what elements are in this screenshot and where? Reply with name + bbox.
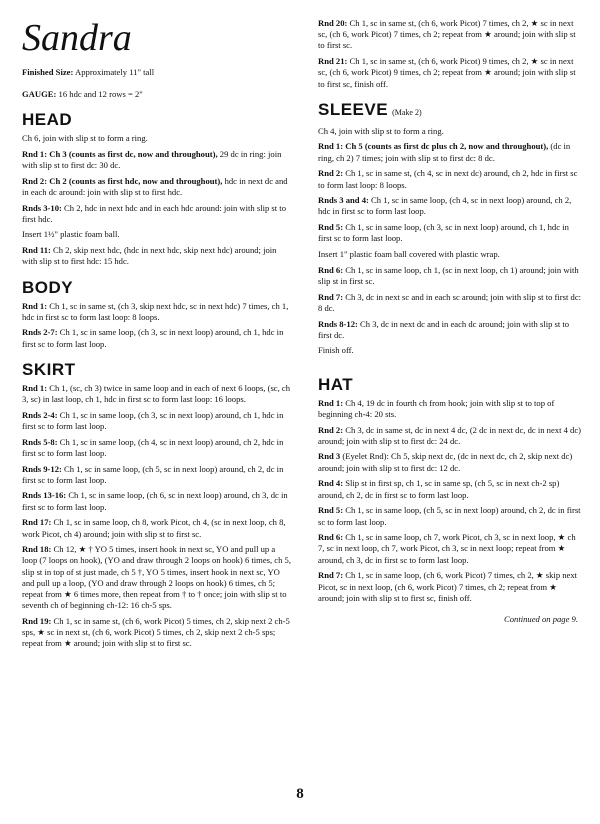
row-label: Rnd 17: — [22, 517, 52, 528]
row-label: Rnds 3-10: — [22, 202, 62, 213]
row-text: Insert 1½" plastic foam ball. — [22, 229, 120, 240]
instruction-row — [318, 478, 584, 500]
pattern-title: Sandra — [22, 17, 132, 59]
instruction-row — [22, 149, 292, 171]
instruction-row — [318, 249, 584, 260]
finished-size-value: Approximately 11" tall — [75, 67, 155, 77]
instruction-row — [22, 229, 292, 240]
row-label: Rnd 1: — [318, 141, 344, 152]
row-label: Rnds 5-8: — [22, 436, 58, 447]
row-text: (Eyelet Rnd): Ch 5, skip next dc, (dc in next dc, ch 2, skip next dc) around; join with slip st to first dc: 12 dc. — [318, 451, 573, 473]
finished-size — [22, 66, 292, 78]
row-emphasis: Ch 5 (counts as first dc plus ch 2, now and throughout), — [345, 141, 549, 152]
gauge-label: GAUGE: — [22, 89, 57, 99]
row-text: Ch 1, sc in same loop, (ch 3, sc in next loop) around, ch 1, hdc in first sc to form last loop. — [318, 222, 569, 244]
row-text: Slip st in first sp, ch 1, sc in same sp, (ch 5, sc in next ch-2 sp) around, ch 2, dc in first sc to form last loop. — [318, 478, 560, 500]
row-label: Rnd 3 — [318, 451, 341, 462]
instruction-row — [22, 327, 292, 349]
row-text: Ch 1, sc in same loop, (ch 3, sc in next loop) around, ch 1, hdc in first sc to form last loop. — [22, 409, 284, 431]
instruction-row — [318, 168, 584, 190]
sleeve-heading — [318, 100, 584, 123]
body-rows — [22, 301, 292, 350]
instruction-row — [22, 437, 292, 459]
row-label: Rnd 5: — [318, 222, 344, 233]
skirt-heading: SKIRT — [22, 359, 76, 379]
row-label: Rnd 11: — [22, 245, 51, 256]
row-label: Rnd 1: — [22, 148, 48, 159]
instruction-row — [22, 245, 292, 267]
row-label: Rnd 5: — [318, 505, 344, 516]
instruction-row — [22, 203, 292, 225]
row-text: Ch 3, dc in next sc and in each sc around; join with slip st to first dc: 8 dc. — [318, 291, 582, 313]
head-rows — [22, 149, 292, 268]
row-text: Ch 1, sc in same loop, (ch 5, sc in next loop) around, ch 2, dc in first sc to form last loop. — [22, 463, 284, 485]
row-label: Rnd 1: — [22, 382, 48, 393]
row-text: Ch 1, sc in same loop, (ch 5, sc in next loop) around, ch 2, dc in first sc to form last loop. — [318, 505, 581, 527]
instruction-row — [318, 319, 584, 341]
skirt-cont-rows — [318, 18, 584, 90]
row-text: hdc in next dc and in each dc around: join with slip st to first hdc. — [22, 175, 288, 197]
row-text: Ch 1, sc in same st, (ch 4, sc in next dc) around, ch 2, hdc in first sc to form last loop: 8 loops. — [318, 168, 578, 190]
row-text: Ch 2, hdc in next hdc and in each hdc around: join with slip st to first hdc. — [22, 202, 286, 224]
instruction-row — [22, 383, 292, 405]
row-label: Rnd 6: — [318, 532, 344, 543]
row-text: Ch 1, sc in same loop, (ch 4, sc in next loop) around, ch 2, hdc in first sc to form last loop. — [22, 436, 284, 458]
instruction-row — [22, 616, 292, 650]
finished-size-label: Finished Size: — [22, 67, 74, 77]
right-column — [318, 0, 584, 624]
instruction-row — [22, 517, 292, 539]
row-text: Ch 1, sc in same loop, (ch 3, sc in next loop) around, ch 1, hdc in first sc to form last loop. — [22, 327, 284, 349]
row-label: Rnd 2: — [318, 168, 344, 179]
sleeve-heading-text: SLEEVE — [318, 99, 389, 119]
row-text: Insert 1" plastic foam ball covered with plastic wrap. — [318, 249, 500, 260]
row-label: Rnd 19: — [22, 616, 52, 626]
instruction-row — [22, 301, 292, 323]
row-label: Rnd 1: — [22, 300, 48, 311]
instruction-row — [318, 18, 584, 52]
instruction-row — [318, 505, 584, 527]
instruction-row — [318, 345, 584, 356]
instruction-row — [318, 451, 584, 473]
row-label: Rnd 1: — [318, 397, 344, 408]
row-label: Rnd 4: — [318, 478, 344, 489]
row-text: (dc in ring, ch 2) 7 times; join with slip st to first dc: 8 dc. — [318, 141, 571, 163]
gauge-value: 16 hdc and 12 rows = 2" — [58, 89, 143, 99]
instruction-row — [22, 490, 292, 512]
instruction-row — [318, 570, 584, 604]
row-label: Rnd 21: — [318, 56, 348, 67]
row-text: Ch 1, sc in same loop, ch 7, work Picot, ch 3, sc in next loop, ★ ch 7, sc in next loop, ch 7, work Picot, ch 3, sc in next loop; repeat from ★ around, ch 3, dc in first sc to form last loop. — [318, 532, 576, 565]
continued-note: Continued on page 9. — [504, 613, 578, 624]
row-text: Ch 1, (sc, ch 3) twice in same loop and in each of next 6 loops, (sc, ch 3, sc) in last loop, ch 1, hdc in first sc to form last loop: 16 loops. — [22, 382, 291, 405]
row-text: Ch 1, sc in same loop, (ch 6, sc in next loop) around, ch 3, dc in first sc to form last loop. — [22, 490, 288, 512]
head-intro: Ch 6, join with slip st to form a ring. — [22, 133, 148, 143]
sleeve-intro: Ch 4, join with slip st to form a ring. — [318, 125, 444, 136]
row-label: Rnd 20: — [318, 18, 348, 28]
row-label: Rnds 3 and 4: — [318, 195, 369, 206]
row-text: Ch 1, sc in same loop, ch 8, work Picot, ch 4, (sc in next loop, ch 8, work Picot, ch 4) around; join with slip st to first sc. — [22, 517, 286, 539]
instruction-row — [318, 222, 584, 244]
row-label: Rnd 6: — [318, 264, 344, 275]
row-text: Ch 3, dc in same st, dc in next 4 dc, (2 dc in next dc, dc in next 4 dc) around; join with slip st to first dc: 24 dc. — [318, 424, 582, 446]
row-text: Ch 4, 19 dc in fourth ch from hook; join with slip st to top of beginning ch-4: 20 sts. — [318, 397, 555, 419]
row-emphasis: Ch 2 (counts as first hdc, now and throughout), — [49, 175, 223, 186]
row-text: Ch 2, skip next hdc, (hdc in next hdc, skip next hdc) around; join with slip st to first hdc: 15 hdc. — [22, 245, 277, 267]
row-label: Rnds 2-4: — [22, 409, 58, 420]
row-text: Ch 1, sc in same st, (ch 6, work Picot) 5 times, ch 2, skip next 2 ch-5 sps, ★ sc in next st, (ch 6, work Picot) 5 times, ch 2, skip next 2 ch-5 sps; repeat from ★ around; join with slip st to first sc. — [22, 616, 290, 649]
row-text: Ch 12, ★ † YO 5 times, insert hook in next sc, YO and pull up a loop (7 loops on hook), (YO and draw through 2 loops on hook) 6 times, ch 5, slip st in top of st just made, ch 5 †, YO 5 times, insert hook in next sc, YO and pull up a loop, (YO and draw through 2 loops on hook) 6 times, ch 5; repeat from ★ 6 times more, then repeat from † to † once; join with slip st to seventh ch of beginning ch-12: 16 ch-5 sps. — [22, 544, 292, 611]
left-column — [22, 0, 292, 654]
row-label: Rnd 2: — [22, 175, 48, 186]
row-text: Ch 1, sc in same st, (ch 6, work Picot) 7 times, ch 2, ★ sc in next sc, (ch 6, work Picot) 7 times, ch 2; repeat from ★ around; join with slip st to first sc. — [318, 18, 576, 51]
row-text: Ch 3, dc in next dc and in each dc around; join with slip st to first dc. — [318, 318, 570, 340]
sleeve-rows — [318, 141, 584, 356]
row-label: Rnds 8-12: — [318, 318, 358, 329]
row-text: Finish off. — [318, 345, 354, 356]
hat-rows — [318, 398, 584, 604]
instruction-row — [318, 56, 584, 90]
row-label: Rnds 9-12: — [22, 463, 62, 474]
instruction-row — [318, 265, 584, 287]
row-text: 29 dc in ring: join with slip st to first dc: 30 dc. — [22, 148, 282, 170]
sleeve-note: (Make 2) — [392, 107, 422, 117]
instruction-row — [318, 141, 584, 163]
row-text: Ch 1, sc in same loop, (ch 6, work Picot) 7 times, ch 2, ★ skip next Picot, sc in next loop, (ch 6, work Picot) 7 times, ch 2; repeat from ★ around; join with slip st to first sc, finish off. — [318, 570, 578, 603]
row-text: Ch 1, sc in same loop, (ch 4, sc in next loop) around, ch 2, hdc in first sc to form last loop. — [318, 195, 572, 217]
instruction-row — [318, 195, 584, 217]
row-text: Ch 1, sc in same st, (ch 3, skip next hdc, sc in next hdc) 7 times, ch 1, hdc in first sc to form last loop: 8 loops. — [22, 300, 289, 322]
instruction-row — [22, 176, 292, 198]
row-label: Rnd 18: — [22, 544, 52, 555]
row-label: Rnds 13-16: — [22, 490, 67, 501]
instruction-row — [22, 464, 292, 486]
skirt-rows — [22, 383, 292, 650]
gauge — [22, 88, 292, 100]
instruction-row — [318, 292, 584, 314]
instruction-row — [318, 398, 584, 420]
row-emphasis: Ch 3 (counts as first dc, now and throughout), — [49, 148, 218, 159]
row-label: Rnd 7: — [318, 570, 344, 581]
body-heading: BODY — [22, 277, 74, 297]
row-text: Ch 1, sc in same st, (ch 6, work Picot) 9 times, ch 2, ★ sc in next sc, (ch 6, work Picot) 9 times, ch 2; repeat from ★ around; join with slip st to first sc, finish off. — [318, 56, 576, 89]
row-text: Ch 1, sc in same loop, ch 1, (sc in next loop, ch 1) around; join with slip st in first sc. — [318, 264, 579, 286]
hat-heading: HAT — [318, 374, 354, 394]
page-number: 8 — [296, 786, 304, 802]
instruction-row — [318, 425, 584, 447]
instruction-row — [22, 544, 292, 611]
instruction-row — [22, 410, 292, 432]
row-label: Rnd 2: — [318, 424, 344, 435]
row-label: Rnds 2-7: — [22, 327, 58, 338]
head-heading: HEAD — [22, 110, 73, 129]
row-label: Rnd 7: — [318, 291, 344, 302]
instruction-row — [318, 532, 584, 566]
